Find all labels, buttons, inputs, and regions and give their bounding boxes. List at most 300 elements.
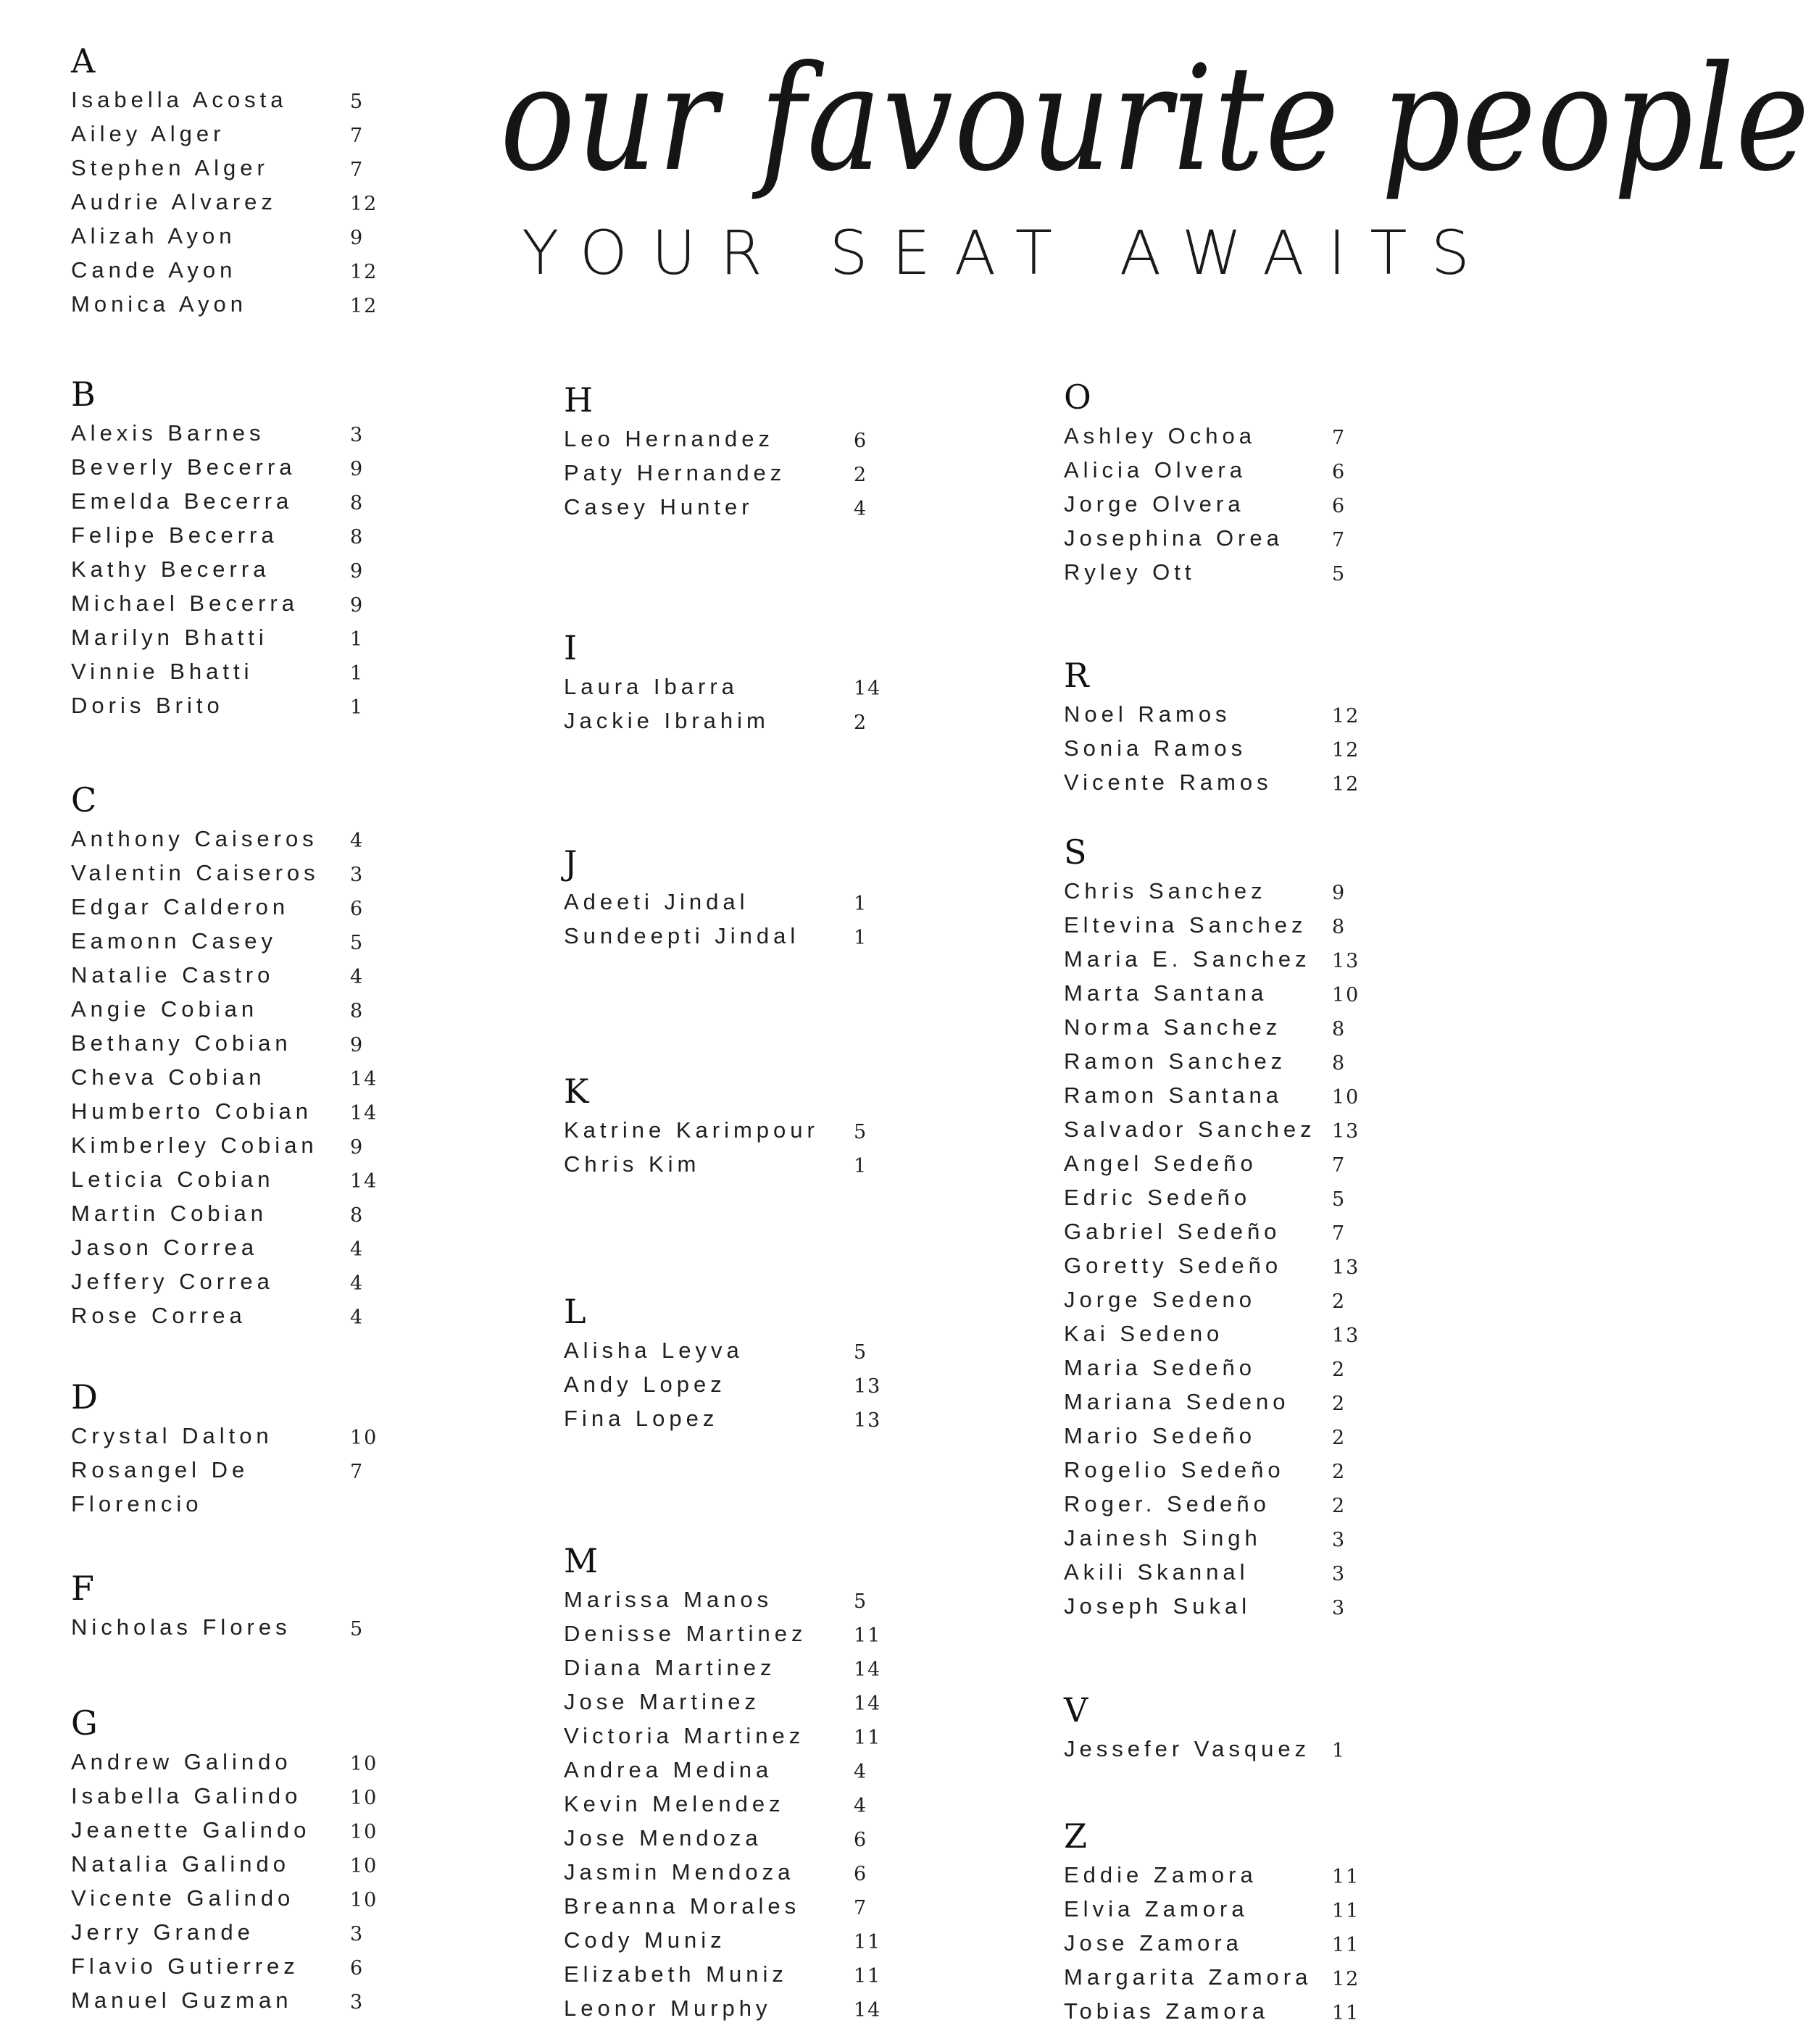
guest-row [71, 450, 365, 484]
guest-name: Jasmin Mendoza [564, 1859, 795, 1885]
table-number: 6 [854, 1829, 868, 1851]
guest-name: Marilyn Bhatti [71, 625, 268, 650]
guest-name: Katrine Karimpour [564, 1117, 819, 1143]
guest-row [71, 586, 365, 620]
guest-name: Adeeti Jindal [564, 889, 749, 914]
guest-name: Salvador Sanchez [1064, 1117, 1316, 1142]
guest-row [564, 1113, 868, 1147]
guest-row [1064, 1521, 1346, 1555]
section-letter: L [564, 1292, 586, 1331]
guest-row [1064, 1248, 1360, 1282]
guest-row [1064, 1282, 1346, 1317]
table-number: 3 [350, 1923, 365, 1945]
guest-name: Ailey Alger [71, 121, 225, 146]
guest-name: Jose Zamora [1064, 1930, 1243, 1956]
guest-row [71, 1745, 378, 1779]
guest-row [71, 117, 365, 151]
section-letter: A [71, 41, 96, 80]
guest-row [71, 552, 365, 586]
section-a [71, 41, 378, 321]
table-number: 4 [350, 966, 365, 988]
guest-row [71, 992, 365, 1026]
guest-name: Jerry Grande [71, 1919, 254, 1945]
table-number: 1 [350, 662, 365, 685]
guest-name: Alicia Olvera [1064, 457, 1246, 483]
table-number: 13 [854, 1409, 882, 1432]
table-number: 9 [350, 560, 365, 583]
guest-name: Natalia Galindo [71, 1851, 290, 1877]
guest-name: Josephina Orea [1064, 525, 1283, 551]
guest-name: Ryley Ott [1064, 559, 1196, 585]
guest-row [564, 919, 868, 953]
guest-row [71, 1060, 378, 1094]
guest-row [564, 1889, 868, 1923]
table-number: 6 [854, 430, 868, 452]
guest-name: Andrew Galindo [71, 1749, 292, 1774]
guest-name: Doris Brito [71, 693, 224, 718]
table-number: 13 [1332, 1120, 1360, 1143]
guest-row [564, 1651, 882, 1685]
section-letter: O [1064, 377, 1091, 417]
section-v [1064, 1690, 1346, 1766]
section-r [1064, 656, 1360, 799]
guest-row [71, 1230, 365, 1264]
table-number: 9 [350, 1034, 365, 1056]
guest-name: Diana Martinez [564, 1655, 776, 1680]
guest-name: Jeffery Correa [71, 1269, 274, 1294]
guest-row [1064, 1453, 1346, 1487]
guest-row [71, 654, 365, 688]
table-number: 11 [854, 1931, 882, 1953]
guest-name: Michael Becerra [71, 591, 299, 616]
table-number: 12 [1332, 1968, 1360, 1990]
guest-name: Stephen Alger [71, 155, 269, 180]
guest-name: Joseph Sukal [1064, 1593, 1252, 1619]
table-number: 2 [1332, 1359, 1346, 1381]
guest-row [71, 518, 365, 552]
table-number: 1 [350, 628, 365, 651]
guest-row [71, 253, 378, 287]
guest-row [71, 856, 365, 890]
table-number: 8 [1332, 1018, 1346, 1040]
guest-name: Bethany Cobian [71, 1030, 292, 1056]
guest-row [564, 669, 882, 704]
guest-name: Casey Hunter [564, 494, 754, 520]
guest-name: Margarita Zamora [1064, 1964, 1312, 1990]
guest-row [1064, 1960, 1360, 1994]
table-number: 10 [1332, 984, 1360, 1006]
table-number: 4 [350, 1306, 365, 1329]
guest-name: Angel Sedeño [1064, 1151, 1257, 1176]
table-number: 14 [854, 1659, 882, 1681]
table-number: 8 [1332, 916, 1346, 938]
guest-name: Beverly Becerra [71, 454, 296, 480]
guest-row [71, 1094, 378, 1128]
table-number: 4 [350, 830, 365, 852]
guest-name: Sundeepti Jindal [564, 923, 800, 948]
guest-row [1064, 453, 1346, 487]
section-c [71, 780, 378, 1332]
table-number: 2 [854, 712, 868, 734]
table-number: 12 [350, 193, 378, 215]
guest-row [564, 1753, 868, 1787]
guest-row [1064, 1010, 1346, 1044]
guest-name: Eltevina Sanchez [1064, 912, 1307, 938]
guest-name: Humberto Cobian [71, 1098, 312, 1124]
guest-row [71, 1196, 365, 1230]
guest-row [564, 1582, 868, 1617]
section-letter: M [564, 1541, 599, 1580]
guest-row [564, 1367, 882, 1401]
section-o [1064, 377, 1346, 589]
guest-name: Vinnie Bhatti [71, 659, 254, 684]
guest-row [1064, 419, 1346, 453]
guest-name: Noel Ramos [1064, 701, 1231, 727]
table-number: 10 [350, 1427, 378, 1449]
guest-name: Leticia Cobian [71, 1167, 275, 1192]
table-number: 5 [1332, 1188, 1346, 1211]
guest-name: Jackie Ibrahim [564, 708, 770, 733]
table-number: 9 [350, 458, 365, 480]
guest-row [564, 1787, 868, 1821]
guest-row [71, 822, 365, 856]
guest-row [71, 1881, 378, 1915]
table-number: 9 [350, 1136, 365, 1159]
table-number: 3 [350, 1991, 365, 2014]
table-number: 8 [1332, 1052, 1346, 1075]
guest-name: Victoria Martinez [564, 1723, 805, 1748]
section-letter: D [71, 1377, 98, 1417]
section-i [564, 628, 882, 738]
section-letter: J [564, 843, 578, 883]
table-number: 11 [854, 1624, 882, 1647]
guest-row [71, 1264, 365, 1298]
section-z [1064, 1816, 1360, 2028]
guest-row [564, 1923, 882, 1957]
guest-row [1064, 555, 1346, 589]
table-number: 3 [350, 864, 365, 886]
guest-row [1064, 1555, 1346, 1589]
guest-name: Nicholas Flores [71, 1614, 291, 1640]
table-number: 4 [854, 1795, 868, 1817]
guest-row [1064, 1214, 1346, 1248]
section-letter: H [564, 380, 594, 420]
guest-name: Martin Cobian [71, 1201, 267, 1226]
guest-name: Goretty Sedeño [1064, 1253, 1283, 1278]
guest-name: Gabriel Sedeño [1064, 1219, 1281, 1244]
table-number: 13 [854, 1375, 882, 1398]
guest-row [71, 620, 365, 654]
guest-row [564, 422, 868, 456]
guest-row [71, 484, 365, 518]
table-number: 14 [350, 1170, 378, 1193]
table-number: 3 [1332, 1563, 1346, 1585]
guest-name: Eamonn Casey [71, 928, 277, 954]
guest-row [71, 1162, 378, 1196]
table-number: 11 [1332, 1866, 1360, 1888]
guest-name: Elizabeth Muniz [564, 1961, 788, 1987]
table-number: 7 [1332, 1154, 1346, 1177]
table-number: 2 [1332, 1393, 1346, 1415]
table-number: 7 [1332, 1222, 1346, 1245]
page-subtitle: YOUR SEAT AWAITS [522, 217, 1494, 288]
section-h [564, 380, 868, 524]
section-letter: R [1064, 656, 1089, 695]
guest-name: Rosangel De Florencio [71, 1457, 249, 1517]
guest-row [71, 890, 365, 924]
guest-name: Jason Correa [71, 1235, 259, 1260]
guest-row [1064, 765, 1360, 799]
guest-row [71, 1298, 365, 1332]
guest-name: Ramon Sanchez [1064, 1048, 1287, 1074]
guest-name: Rogelio Sedeño [1064, 1457, 1285, 1482]
guest-name: Audrie Alvarez [71, 189, 277, 214]
guest-name: Marissa Manos [564, 1587, 773, 1612]
guest-row [1064, 1419, 1346, 1453]
guest-name: Maria Sedeño [1064, 1355, 1257, 1380]
guest-row [564, 1719, 882, 1753]
table-number: 6 [1332, 461, 1346, 483]
guest-row [1064, 908, 1346, 942]
table-number: 10 [350, 1787, 378, 1809]
guest-name: Natalie Castro [71, 962, 275, 988]
table-number: 10 [350, 1889, 378, 1911]
guest-name: Kimberley Cobian [71, 1132, 318, 1158]
section-letter: I [564, 628, 578, 667]
section-l [564, 1292, 882, 1435]
guest-name: Mario Sedeño [1064, 1423, 1257, 1448]
guest-name: Emelda Becerra [71, 488, 293, 514]
guest-name: Jeanette Galindo [71, 1817, 311, 1843]
guest-name: Tobias Zamora [1064, 1998, 1270, 2024]
guest-row [1064, 697, 1360, 731]
guest-row [1064, 1078, 1360, 1112]
guest-row [71, 958, 365, 992]
table-number: 9 [350, 227, 365, 249]
guest-name: Jorge Sedeno [1064, 1287, 1257, 1312]
section-letter: Z [1064, 1816, 1087, 1856]
guest-row [564, 1855, 868, 1889]
guest-name: Monica Ayon [71, 291, 247, 317]
guest-name: Kai Sedeno [1064, 1321, 1224, 1346]
table-number: 6 [350, 898, 365, 920]
guest-row [1064, 1487, 1346, 1521]
guest-row [1064, 1589, 1346, 1623]
guest-name: Norma Sanchez [1064, 1014, 1282, 1040]
guest-row [1064, 976, 1360, 1010]
guest-name: Leonor Murphy [564, 1995, 772, 2021]
guest-name: Kevin Melendez [564, 1791, 785, 1816]
section-j [564, 843, 868, 953]
guest-row [71, 1026, 365, 1060]
guest-row [1064, 1146, 1346, 1180]
guest-name: Jose Mendoza [564, 1825, 762, 1851]
table-number: 14 [854, 1693, 882, 1715]
guest-name: Akili Skannal [1064, 1559, 1249, 1585]
guest-name: Ashley Ochoa [1064, 423, 1256, 449]
section-letter: G [71, 1703, 98, 1743]
guest-row [71, 1813, 378, 1847]
guest-name: Jose Martinez [564, 1689, 760, 1714]
guest-row [71, 688, 365, 722]
table-number: 13 [1332, 950, 1360, 972]
guest-row [71, 83, 365, 117]
table-number: 2 [854, 464, 868, 486]
section-g [71, 1703, 378, 2017]
guest-row [564, 1957, 882, 1991]
guest-name: Laura Ibarra [564, 674, 738, 699]
table-number: 14 [854, 1999, 882, 2022]
page-title: our favourite people [500, 35, 1811, 204]
guest-row [1064, 942, 1360, 976]
guest-name: Manuel Guzman [71, 1987, 293, 2013]
guest-row [1064, 521, 1346, 555]
guest-name: Roger. Sedeño [1064, 1491, 1270, 1517]
table-number: 8 [350, 492, 365, 514]
section-b [71, 375, 365, 722]
guest-name: Cande Ayon [71, 257, 237, 283]
guest-name: Elvia Zamora [1064, 1896, 1249, 1922]
guest-name: Kathy Becerra [71, 556, 270, 582]
guest-row [71, 287, 378, 321]
table-number: 9 [1332, 882, 1346, 904]
table-number: 3 [1332, 1529, 1346, 1551]
guest-row [1064, 1892, 1360, 1926]
table-number: 7 [1332, 529, 1346, 551]
table-number: 7 [350, 125, 365, 147]
table-number: 3 [350, 424, 365, 446]
table-number: 10 [350, 1753, 378, 1775]
guest-name: Jorge Olvera [1064, 491, 1245, 517]
guest-row [1064, 1858, 1360, 1892]
section-letter: K [564, 1072, 589, 1111]
guest-name: Fina Lopez [564, 1406, 719, 1431]
guest-row [564, 1821, 868, 1855]
section-letter: S [1064, 833, 1087, 872]
guest-row [564, 885, 868, 919]
table-number: 8 [350, 1000, 365, 1022]
table-number: 13 [1332, 1256, 1360, 1279]
table-number: 5 [1332, 563, 1346, 585]
table-number: 10 [350, 1855, 378, 1877]
guest-row [71, 1847, 378, 1881]
guest-name: Vicente Galindo [71, 1885, 295, 1911]
guest-row [564, 1401, 882, 1435]
section-s [1064, 833, 1360, 1623]
table-number: 14 [350, 1068, 378, 1090]
table-number: 7 [350, 1461, 365, 1483]
guest-name: Mariana Sedeno [1064, 1389, 1290, 1414]
guest-row [1064, 1351, 1346, 1385]
guest-name: Edric Sedeño [1064, 1185, 1252, 1210]
guest-name: Valentin Caiseros [71, 860, 320, 885]
section-k [564, 1072, 868, 1181]
guest-name: Edgar Calderon [71, 894, 290, 919]
guest-row [564, 1333, 868, 1367]
guest-row [71, 1128, 365, 1162]
guest-row [1064, 487, 1346, 521]
guest-name: Jainesh Singh [1064, 1525, 1262, 1551]
guest-name: Anthony Caiseros [71, 826, 318, 851]
guest-name: Andy Lopez [564, 1372, 726, 1397]
table-number: 4 [854, 498, 868, 520]
guest-name: Breanna Morales [564, 1893, 801, 1919]
guest-row [1064, 1385, 1346, 1419]
table-number: 3 [1332, 1597, 1346, 1619]
table-number: 7 [1332, 427, 1346, 449]
table-number: 14 [854, 677, 882, 700]
table-number: 2 [1332, 1427, 1346, 1449]
table-number: 10 [350, 1821, 378, 1843]
guest-row [564, 1147, 868, 1181]
table-number: 11 [854, 1727, 882, 1749]
guest-name: Sonia Ramos [1064, 735, 1247, 761]
table-number: 2 [1332, 1461, 1346, 1483]
table-number: 4 [854, 1761, 868, 1783]
guest-name: Vicente Ramos [1064, 769, 1273, 795]
guest-row [1064, 1317, 1360, 1351]
guest-name: Cody Muniz [564, 1927, 726, 1953]
table-number: 5 [350, 91, 365, 113]
guest-name: Felipe Becerra [71, 522, 278, 548]
guest-row [1064, 731, 1360, 765]
section-letter: C [71, 780, 97, 819]
guest-name: Isabella Galindo [71, 1783, 302, 1809]
guest-row [1064, 1994, 1360, 2028]
guest-row [71, 151, 365, 185]
section-letter: V [1064, 1690, 1088, 1730]
guest-row [71, 1419, 378, 1453]
guest-row [564, 1991, 882, 2025]
table-number: 12 [1332, 705, 1360, 727]
table-number: 5 [350, 1618, 365, 1640]
guest-name: Marta Santana [1064, 980, 1268, 1006]
guest-name: Maria E. Sanchez [1064, 946, 1311, 972]
guest-name: Flavio Gutierrez [71, 1953, 299, 1979]
guest-name: Chris Kim [564, 1151, 701, 1177]
table-number: 13 [1332, 1325, 1360, 1347]
table-number: 2 [1332, 1495, 1346, 1517]
guest-name: Denisse Martinez [564, 1621, 807, 1646]
guest-row [71, 1983, 365, 2017]
table-number: 8 [350, 1204, 365, 1227]
guest-row [1064, 874, 1346, 908]
table-number: 10 [1332, 1086, 1360, 1109]
guest-row [564, 490, 868, 524]
table-number: 1 [1332, 1740, 1346, 1762]
guest-name: Crystal Dalton [71, 1423, 273, 1448]
table-number: 1 [854, 1155, 868, 1177]
guest-row [71, 1453, 365, 1521]
guest-row [564, 1685, 882, 1719]
guest-row [71, 1949, 365, 1983]
table-number: 5 [854, 1121, 868, 1143]
guest-row [71, 924, 365, 958]
guest-name: Chris Sanchez [1064, 878, 1267, 904]
guest-row [71, 1915, 365, 1949]
guest-row [71, 185, 378, 219]
table-number: 11 [1332, 1900, 1360, 1922]
section-d [71, 1377, 378, 1521]
table-number: 12 [350, 295, 378, 317]
guest-name: Eddie Zamora [1064, 1862, 1257, 1887]
table-number: 6 [1332, 495, 1346, 517]
guest-row [1064, 1732, 1346, 1766]
guest-row [1064, 1112, 1360, 1146]
guest-row [71, 219, 365, 253]
table-number: 4 [350, 1272, 365, 1295]
guest-name: Alizah Ayon [71, 223, 236, 249]
